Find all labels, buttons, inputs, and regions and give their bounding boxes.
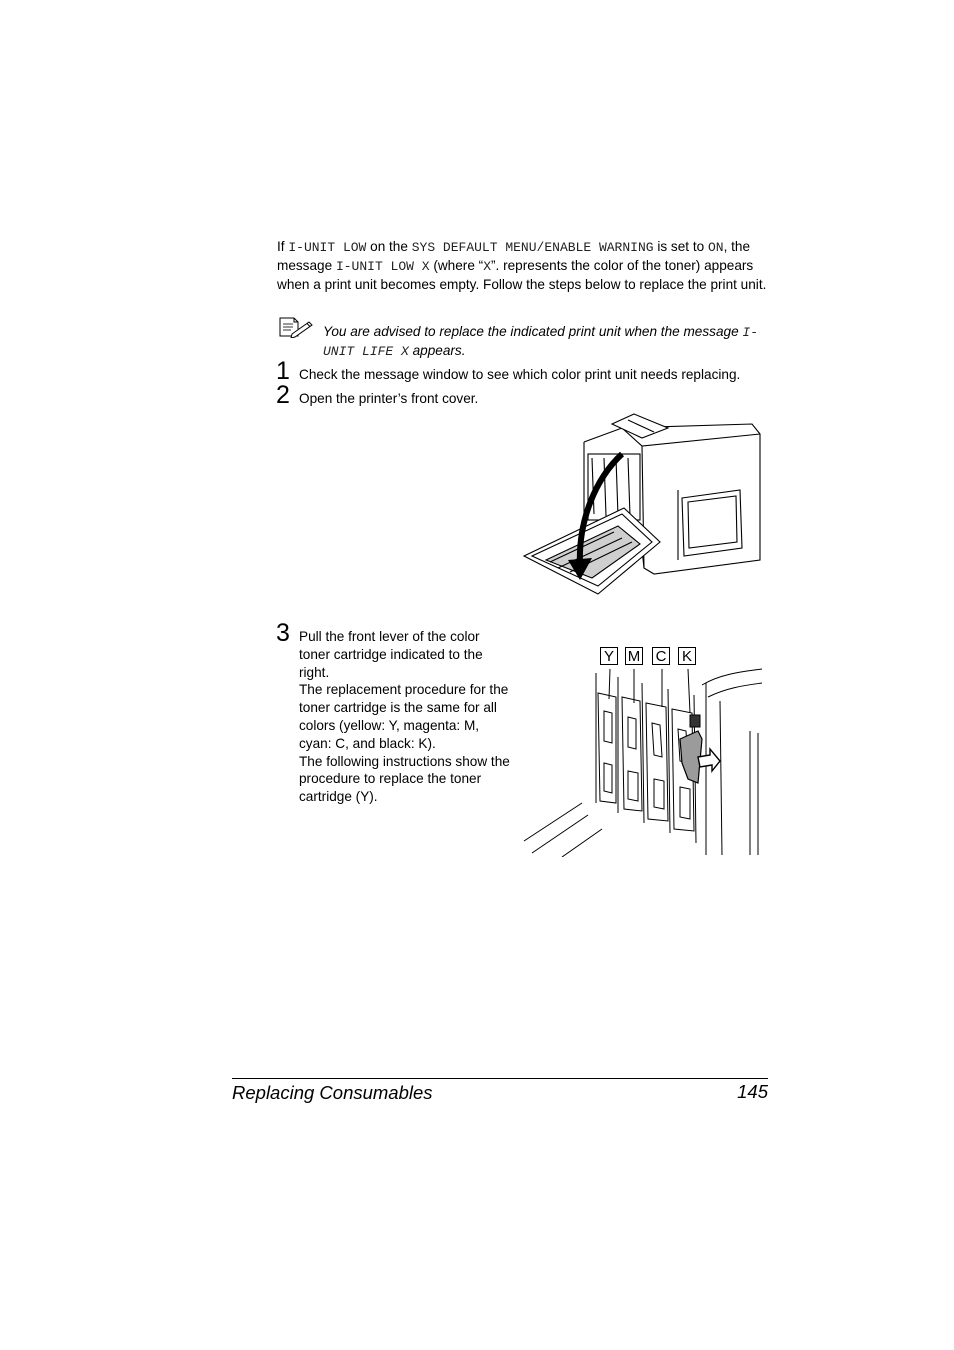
code-sys-default-menu: SYS DEFAULT MENU/ENABLE WARNING bbox=[411, 240, 654, 255]
footer-section-title: Replacing Consumables bbox=[232, 1082, 433, 1103]
step-2-text: Open the printer’s front cover. bbox=[299, 391, 479, 406]
toner-lever-illustration bbox=[522, 643, 766, 857]
code-i-unit-low: I-UNIT LOW bbox=[288, 240, 367, 255]
note-text: You are advised to replace the indicated print unit when the message I-UNIT LIFE X appears. bbox=[323, 324, 759, 359]
toner-label-magenta: M bbox=[625, 647, 643, 665]
step-3-line-3: The following instructions show the procedure to replace the toner cartridge (Y). bbox=[299, 753, 510, 805]
code-x: X bbox=[483, 258, 492, 274]
step-1-number: 1 bbox=[276, 357, 290, 385]
step-1-text: Check the message window to see which color print unit needs replacing. bbox=[299, 367, 741, 382]
printer-front-cover-illustration bbox=[522, 410, 766, 606]
code-i-unit-life-x: I-UNIT LIFE X bbox=[323, 325, 759, 359]
step-3-line-2: The replacement procedure for the toner cartridge is the same for all colors (yellow: Y, magenta: M, cyan: C, and black: K). bbox=[299, 682, 509, 751]
step-3-text bbox=[299, 628, 511, 806]
footer-rule bbox=[232, 1078, 768, 1079]
toner-label-black: K bbox=[678, 647, 696, 665]
code-on: ON bbox=[707, 240, 724, 255]
toner-label-yellow: Y bbox=[600, 647, 618, 665]
page-number: 145 bbox=[737, 1081, 768, 1102]
code-i-unit-low-x: I-UNIT LOW X bbox=[335, 258, 430, 274]
step-2-number: 2 bbox=[276, 381, 290, 409]
step-3-number: 3 bbox=[276, 619, 290, 647]
step-3-line-1: Pull the front lever of the color toner cartridge indicated to the right. bbox=[299, 629, 483, 680]
note-pencil-icon bbox=[278, 316, 314, 338]
toner-label-cyan: C bbox=[652, 647, 670, 665]
intro-paragraph: If I-UNIT LOW on the SYS DEFAULT MENU/ENABLE WARNING is set to ON, the message I-UNIT LOW X (where “X”. represents the color of the toner) appears when a print unit becomes empty. Follow the steps below to replace the print unit. bbox=[277, 239, 767, 292]
